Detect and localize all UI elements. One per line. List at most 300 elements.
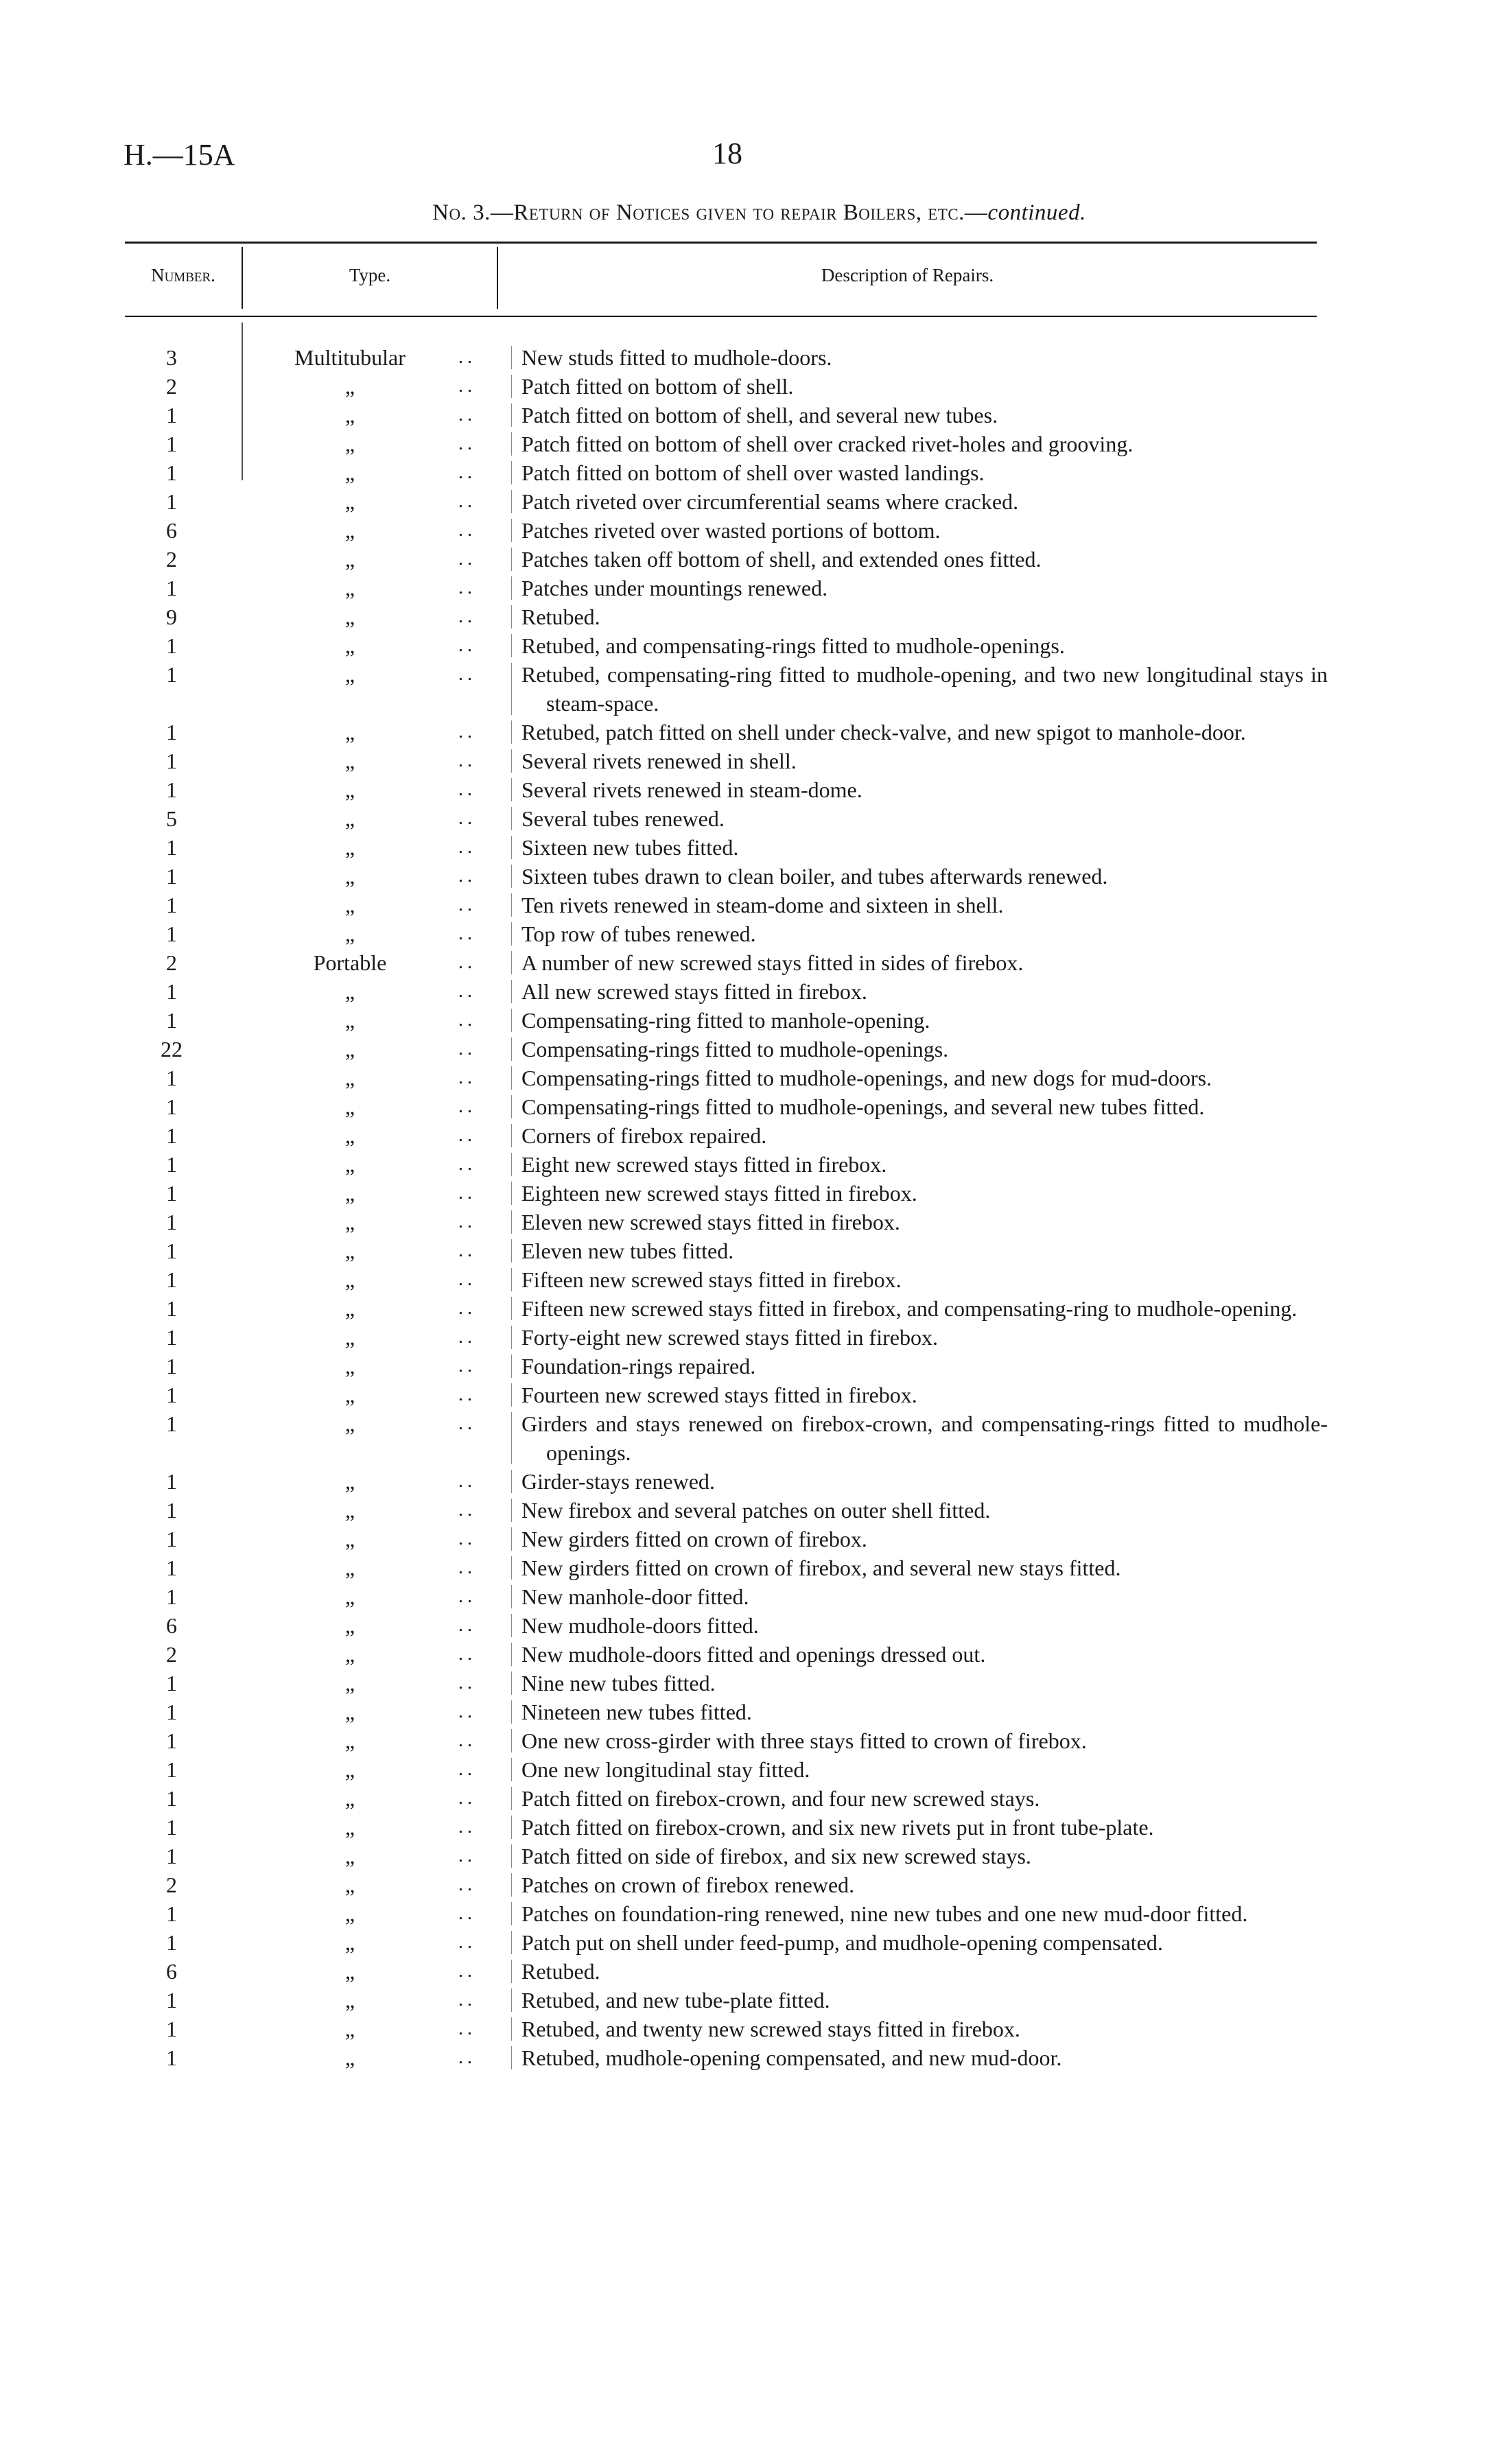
row-description-text: Fourteen new screwed stays fitted in firebox. bbox=[521, 1383, 917, 1407]
row-description-text: Foundation-rings repaired. bbox=[521, 1354, 756, 1378]
row-divider bbox=[511, 663, 512, 715]
row-leader: .. bbox=[458, 1643, 476, 1665]
row-type: „ bbox=[344, 547, 355, 572]
row-type: „ bbox=[344, 1066, 355, 1090]
row-leader: .. bbox=[458, 606, 476, 627]
row-description-text: Eleven new screwed stays fitted in firebox. bbox=[521, 1210, 900, 1234]
table-row bbox=[0, 1006, 1491, 1035]
row-description bbox=[521, 833, 1328, 862]
row-number: 1 bbox=[166, 1988, 177, 2013]
table-row bbox=[0, 891, 1491, 919]
row-description bbox=[521, 1755, 1328, 1784]
row-description-text: A number of new screwed stays fitted in sides of firebox. bbox=[521, 950, 1024, 975]
row-divider bbox=[511, 778, 512, 801]
row-leader: .. bbox=[458, 923, 476, 944]
row-description-text: Forty-eight new screwed stays fitted in firebox. bbox=[521, 1325, 938, 1350]
row-description-text: Patches under mountings renewed. bbox=[521, 576, 828, 600]
row-number: 1 bbox=[166, 432, 177, 456]
table-row bbox=[0, 2015, 1491, 2043]
row-divider bbox=[511, 1239, 512, 1263]
row-leader: .. bbox=[458, 1989, 476, 2010]
row-divider bbox=[511, 1960, 512, 1983]
table-row bbox=[0, 1640, 1491, 1669]
row-type: „ bbox=[344, 1700, 355, 1724]
row-description bbox=[521, 977, 1328, 1006]
row-leader: .. bbox=[458, 836, 476, 858]
row-description-text: New mudhole-doors fitted and openings dressed out. bbox=[521, 1642, 986, 1667]
row-type: „ bbox=[344, 1642, 355, 1667]
row-leader: .. bbox=[458, 491, 476, 512]
row-description-text: Nineteen new tubes fitted. bbox=[521, 1700, 752, 1724]
row-divider bbox=[511, 1643, 512, 1666]
row-leader: .. bbox=[458, 375, 476, 397]
table-row bbox=[0, 862, 1491, 891]
row-divider bbox=[511, 519, 512, 542]
row-number: 1 bbox=[166, 576, 177, 600]
row-number: 1 bbox=[166, 403, 177, 427]
table-row bbox=[0, 1496, 1491, 1525]
row-type: „ bbox=[344, 1786, 355, 1811]
row-divider bbox=[511, 749, 512, 773]
row-number: 1 bbox=[166, 1094, 177, 1119]
row-description-text: Patch fitted on bottom of shell over wasted landings. bbox=[521, 460, 985, 485]
row-description bbox=[521, 1611, 1328, 1640]
table-row bbox=[0, 545, 1491, 574]
repairs-table-body bbox=[0, 343, 1491, 2072]
row-leader: .. bbox=[458, 1787, 476, 1809]
column-header-number: Number. bbox=[151, 265, 215, 285]
row-description-text: Patch fitted on bottom of shell. bbox=[521, 374, 794, 399]
row-divider bbox=[511, 432, 512, 456]
row-divider bbox=[511, 1902, 512, 1925]
row-type: „ bbox=[344, 1383, 355, 1407]
row-leader: .. bbox=[458, 865, 476, 887]
row-description bbox=[521, 574, 1328, 602]
row-number: 1 bbox=[166, 922, 177, 946]
row-type: „ bbox=[344, 576, 355, 600]
row-divider bbox=[511, 1037, 512, 1061]
table-row bbox=[0, 631, 1491, 660]
row-description bbox=[521, 1553, 1328, 1582]
table-row bbox=[0, 1150, 1491, 1179]
row-description-text: Patch fitted on firebox-crown, and six new rivets put in front tube-plate. bbox=[521, 1815, 1154, 1840]
row-divider bbox=[511, 1499, 512, 1522]
table-row bbox=[0, 1323, 1491, 1352]
row-description bbox=[521, 1986, 1328, 2015]
table-row bbox=[0, 1784, 1491, 1813]
row-leader: .. bbox=[458, 1615, 476, 1636]
row-description-text: New mudhole-doors fitted. bbox=[521, 1613, 759, 1638]
column-header-description: Description of Repairs. bbox=[821, 265, 994, 285]
row-number: 1 bbox=[166, 720, 177, 744]
row-description bbox=[521, 919, 1328, 948]
row-description bbox=[521, 862, 1328, 891]
table-row bbox=[0, 1842, 1491, 1870]
row-description bbox=[521, 1294, 1328, 1323]
row-description bbox=[521, 1842, 1328, 1870]
header-rule bbox=[125, 316, 1317, 317]
table-row bbox=[0, 977, 1491, 1006]
row-number: 1 bbox=[166, 1901, 177, 1926]
row-leader: .. bbox=[458, 1384, 476, 1405]
row-divider bbox=[511, 634, 512, 657]
row-leader: .. bbox=[458, 1557, 476, 1578]
row-type: „ bbox=[344, 1296, 355, 1321]
row-description bbox=[521, 516, 1328, 545]
row-type: „ bbox=[344, 1152, 355, 1177]
row-description-text: New girders fitted on crown of firebox. bbox=[521, 1527, 867, 1551]
row-description bbox=[521, 1381, 1328, 1409]
row-number: 5 bbox=[166, 806, 177, 831]
row-number: 1 bbox=[166, 1844, 177, 1868]
row-divider bbox=[511, 346, 512, 369]
row-leader: .. bbox=[458, 1009, 476, 1031]
row-description bbox=[521, 1726, 1328, 1755]
row-leader: .. bbox=[458, 1038, 476, 1059]
row-type: „ bbox=[344, 1527, 355, 1551]
row-type: Multitubular bbox=[294, 345, 406, 370]
row-divider bbox=[511, 576, 512, 600]
row-type: „ bbox=[344, 1037, 355, 1061]
row-type: Portable bbox=[313, 950, 387, 975]
table-row bbox=[0, 1928, 1491, 1957]
table-row bbox=[0, 1467, 1491, 1496]
row-description-text: Retubed, patch fitted on shell under check-valve, and new spigot to manhole-door. bbox=[521, 720, 1246, 744]
row-number: 6 bbox=[166, 518, 177, 543]
row-leader: .. bbox=[458, 2047, 476, 2068]
row-description-text: New manhole-door fitted. bbox=[521, 1584, 749, 1609]
row-leader: .. bbox=[458, 1182, 476, 1204]
row-leader: .. bbox=[458, 1470, 476, 1492]
row-leader: .. bbox=[458, 462, 476, 483]
row-divider bbox=[511, 490, 512, 513]
row-number: 1 bbox=[166, 749, 177, 773]
row-divider bbox=[511, 1729, 512, 1752]
row-type: „ bbox=[344, 2045, 355, 2070]
row-number: 1 bbox=[166, 1815, 177, 1840]
row-leader: .. bbox=[458, 1413, 476, 1434]
row-number: 6 bbox=[166, 1613, 177, 1638]
top-rule bbox=[125, 242, 1317, 244]
row-number: 1 bbox=[166, 1383, 177, 1407]
row-type: „ bbox=[344, 1239, 355, 1263]
row-description-text: Patches on foundation-ring renewed, nine new tubes and one new mud-door fitted. bbox=[521, 1901, 1248, 1926]
row-divider bbox=[511, 1816, 512, 1839]
row-number: 1 bbox=[166, 460, 177, 485]
row-number: 1 bbox=[166, 1556, 177, 1580]
row-divider bbox=[511, 1585, 512, 1608]
row-divider bbox=[511, 1758, 512, 1781]
row-number: 3 bbox=[166, 345, 177, 370]
row-leader: .. bbox=[458, 779, 476, 800]
row-description bbox=[521, 1035, 1328, 1064]
row-leader: .. bbox=[458, 1153, 476, 1175]
row-leader: .. bbox=[458, 1211, 476, 1232]
row-description bbox=[521, 775, 1328, 804]
row-description-text: Compensating-ring fitted to manhole-opening. bbox=[521, 1008, 930, 1033]
row-type: „ bbox=[344, 1728, 355, 1753]
row-leader: .. bbox=[458, 1067, 476, 1088]
row-description bbox=[521, 1582, 1328, 1611]
row-type: „ bbox=[344, 835, 355, 860]
table-title bbox=[0, 200, 1491, 226]
row-description bbox=[521, 1409, 1328, 1467]
row-type: „ bbox=[344, 1008, 355, 1033]
row-description-text: Compensating-rings fitted to mudhole-openings, and new dogs for mud-doors. bbox=[521, 1066, 1212, 1090]
row-description bbox=[521, 1870, 1328, 1899]
row-number: 2 bbox=[166, 547, 177, 572]
row-description bbox=[521, 1899, 1328, 1928]
table-row bbox=[0, 1611, 1491, 1640]
row-description bbox=[521, 1813, 1328, 1842]
row-number: 1 bbox=[166, 1181, 177, 1206]
row-number: 2 bbox=[166, 1873, 177, 1897]
row-description bbox=[521, 1928, 1328, 1957]
row-leader: .. bbox=[458, 1845, 476, 1866]
row-divider bbox=[511, 1527, 512, 1551]
row-number: 1 bbox=[166, 893, 177, 917]
table-row bbox=[0, 430, 1491, 458]
row-description bbox=[521, 1669, 1328, 1698]
table-row bbox=[0, 1755, 1491, 1784]
row-leader: .. bbox=[458, 1759, 476, 1780]
table-row bbox=[0, 1582, 1491, 1611]
row-number: 1 bbox=[166, 1498, 177, 1523]
row-type: „ bbox=[344, 403, 355, 427]
row-description-text: Retubed, and twenty new screwed stays fitted in firebox. bbox=[521, 2017, 1020, 2041]
row-description bbox=[521, 891, 1328, 919]
table-title-continued: continued. bbox=[987, 200, 1086, 225]
row-description-text: Retubed. bbox=[521, 1959, 600, 1984]
row-number: 1 bbox=[166, 1296, 177, 1321]
table-row bbox=[0, 1236, 1491, 1265]
row-type: „ bbox=[344, 460, 355, 485]
row-description-text: One new longitudinal stay fitted. bbox=[521, 1757, 810, 1782]
table-row bbox=[0, 948, 1491, 977]
row-description-text: New girders fitted on crown of firebox, and several new stays fitted. bbox=[521, 1556, 1121, 1580]
row-divider bbox=[511, 922, 512, 946]
row-description bbox=[521, 1179, 1328, 1208]
row-divider bbox=[511, 1988, 512, 2012]
row-type: „ bbox=[344, 1815, 355, 1840]
row-type: „ bbox=[344, 749, 355, 773]
row-divider bbox=[511, 1700, 512, 1724]
row-description bbox=[521, 1525, 1328, 1553]
row-description bbox=[521, 1352, 1328, 1381]
row-description bbox=[521, 747, 1328, 775]
row-number: 1 bbox=[166, 835, 177, 860]
row-type: „ bbox=[344, 1411, 355, 1436]
row-leader: .. bbox=[458, 1298, 476, 1319]
row-divider bbox=[511, 1268, 512, 1291]
row-leader: .. bbox=[458, 1355, 476, 1376]
row-description-text: Retubed, and compensating-rings fitted to mudhole-openings. bbox=[521, 633, 1065, 658]
row-description bbox=[521, 1784, 1328, 1813]
row-type: „ bbox=[344, 922, 355, 946]
row-number: 1 bbox=[166, 1527, 177, 1551]
table-row bbox=[0, 1525, 1491, 1553]
row-type: „ bbox=[344, 777, 355, 802]
row-description bbox=[521, 1064, 1328, 1092]
row-description-text: Retubed, mudhole-opening compensated, and new mud-door. bbox=[521, 2045, 1062, 2070]
row-leader: .. bbox=[458, 1326, 476, 1348]
row-description-text: Several rivets renewed in steam-dome. bbox=[521, 777, 862, 802]
row-number: 1 bbox=[166, 1152, 177, 1177]
row-type: „ bbox=[344, 605, 355, 629]
row-divider bbox=[511, 1009, 512, 1032]
row-description bbox=[521, 430, 1328, 458]
row-type: „ bbox=[344, 1844, 355, 1868]
table-row bbox=[0, 343, 1491, 372]
table-row bbox=[0, 1064, 1491, 1092]
row-type: „ bbox=[344, 1469, 355, 1494]
row-divider bbox=[511, 2046, 512, 2069]
row-description bbox=[521, 2043, 1328, 2072]
table-row bbox=[0, 1381, 1491, 1409]
row-type: „ bbox=[344, 1757, 355, 1782]
row-divider bbox=[511, 1412, 512, 1464]
page-number: 18 bbox=[712, 137, 742, 170]
row-type: „ bbox=[344, 662, 355, 687]
row-description bbox=[521, 1323, 1328, 1352]
row-description-text: Compensating-rings fitted to mudhole-openings, and several new tubes fitted. bbox=[521, 1094, 1205, 1119]
row-description-text: Patch fitted on bottom of shell over cracked rivet-holes and grooving. bbox=[521, 432, 1134, 456]
row-leader: .. bbox=[458, 1240, 476, 1261]
row-description bbox=[521, 401, 1328, 430]
row-description bbox=[521, 1467, 1328, 1496]
row-description-text: Patch put on shell under feed-pump, and mudhole-opening compensated. bbox=[521, 1930, 1163, 1955]
row-number: 1 bbox=[166, 662, 177, 687]
row-description-text: Patch fitted on side of firebox, and six new screwed stays. bbox=[521, 1844, 1031, 1868]
row-type: „ bbox=[344, 633, 355, 658]
row-description bbox=[521, 948, 1328, 977]
row-type: „ bbox=[344, 2017, 355, 2041]
row-leader: .. bbox=[458, 952, 476, 973]
row-number: 1 bbox=[166, 1210, 177, 1234]
row-description-text: Eleven new tubes fitted. bbox=[521, 1239, 734, 1263]
table-row bbox=[0, 1726, 1491, 1755]
row-type: „ bbox=[344, 1094, 355, 1119]
table-row bbox=[0, 919, 1491, 948]
table-title-main: No. 3.—Return of Notices given to repair Boilers, etc.— bbox=[432, 200, 988, 225]
row-number: 1 bbox=[166, 1469, 177, 1494]
row-leader: .. bbox=[458, 433, 476, 454]
row-description bbox=[521, 660, 1328, 718]
row-leader: .. bbox=[458, 750, 476, 771]
row-divider bbox=[511, 1066, 512, 1090]
row-description bbox=[521, 1236, 1328, 1265]
row-description-text: Retubed, compensating-ring fitted to mudhole-opening, and two new longitudinal stays in steam-space. bbox=[521, 662, 1328, 716]
row-description bbox=[521, 1265, 1328, 1294]
table-row bbox=[0, 516, 1491, 545]
row-description-text: Retubed. bbox=[521, 605, 600, 629]
row-number: 6 bbox=[166, 1959, 177, 1984]
row-description-text: Patches taken off bottom of shell, and extended ones fitted. bbox=[521, 547, 1042, 572]
row-description-text: Top row of tubes renewed. bbox=[521, 922, 756, 946]
row-divider bbox=[511, 1931, 512, 1954]
row-leader: .. bbox=[458, 548, 476, 570]
row-leader: .. bbox=[458, 1730, 476, 1751]
row-description-text: Fifteen new screwed stays fitted in firebox, and compensating-ring to mudhole-opening. bbox=[521, 1296, 1298, 1321]
row-description bbox=[521, 487, 1328, 516]
row-type: „ bbox=[344, 1873, 355, 1897]
row-leader: .. bbox=[458, 635, 476, 656]
row-description bbox=[521, 602, 1328, 631]
row-type: „ bbox=[344, 864, 355, 889]
table-row bbox=[0, 1986, 1491, 2015]
row-description-text: Corners of firebox repaired. bbox=[521, 1123, 767, 1148]
table-row bbox=[0, 1121, 1491, 1150]
row-description-text: Sixteen tubes drawn to clean boiler, and tubes afterwards renewed. bbox=[521, 864, 1108, 889]
row-number: 1 bbox=[166, 489, 177, 514]
row-divider bbox=[511, 980, 512, 1003]
row-description-text: Patches on crown of firebox renewed. bbox=[521, 1873, 855, 1897]
row-divider bbox=[511, 1182, 512, 1205]
row-number: 1 bbox=[166, 1584, 177, 1609]
row-type: „ bbox=[344, 518, 355, 543]
row-description-text: Several rivets renewed in shell. bbox=[521, 749, 797, 773]
row-type: „ bbox=[344, 374, 355, 399]
row-description-text: Patch fitted on firebox-crown, and four new screwed stays. bbox=[521, 1786, 1040, 1811]
row-number: 1 bbox=[166, 1757, 177, 1782]
row-number: 1 bbox=[166, 1700, 177, 1724]
row-number: 1 bbox=[166, 1239, 177, 1263]
row-divider bbox=[511, 605, 512, 629]
document-code: H.—15A bbox=[124, 138, 235, 172]
row-type: „ bbox=[344, 1613, 355, 1638]
row-number: 1 bbox=[166, 1123, 177, 1148]
row-type: „ bbox=[344, 432, 355, 456]
row-type: „ bbox=[344, 1930, 355, 1955]
row-type: „ bbox=[344, 1498, 355, 1523]
row-divider bbox=[511, 403, 512, 427]
table-row bbox=[0, 1265, 1491, 1294]
row-divider bbox=[511, 1383, 512, 1407]
row-leader: .. bbox=[458, 1096, 476, 1117]
row-leader: .. bbox=[458, 1269, 476, 1290]
row-divider bbox=[511, 1787, 512, 1810]
row-leader: .. bbox=[458, 404, 476, 425]
row-description bbox=[521, 1698, 1328, 1726]
row-description-text: One new cross-girder with three stays fitted to crown of firebox. bbox=[521, 1728, 1087, 1753]
row-description-text: Compensating-rings fitted to mudhole-openings. bbox=[521, 1037, 949, 1061]
row-leader: .. bbox=[458, 1125, 476, 1146]
table-row bbox=[0, 1294, 1491, 1323]
row-leader: .. bbox=[458, 1499, 476, 1521]
row-number: 1 bbox=[166, 1786, 177, 1811]
row-description-text: Eighteen new screwed stays fitted in firebox. bbox=[521, 1181, 917, 1206]
row-type: „ bbox=[344, 1959, 355, 1984]
row-description bbox=[521, 2015, 1328, 2043]
row-description-text: Several tubes renewed. bbox=[521, 806, 725, 831]
row-divider bbox=[511, 836, 512, 859]
table-row bbox=[0, 1409, 1491, 1467]
row-type: „ bbox=[344, 1267, 355, 1292]
row-type: „ bbox=[344, 1354, 355, 1378]
row-divider bbox=[511, 1095, 512, 1118]
row-number: 1 bbox=[166, 777, 177, 802]
row-description-text: Girders and stays renewed on firebox-crown, and compensating-rings fitted to mudhole-openings. bbox=[521, 1411, 1328, 1465]
row-number: 1 bbox=[166, 2017, 177, 2041]
row-type: „ bbox=[344, 1584, 355, 1609]
row-description bbox=[521, 1208, 1328, 1236]
row-divider bbox=[511, 548, 512, 571]
row-divider bbox=[511, 375, 512, 398]
row-number: 9 bbox=[166, 605, 177, 629]
row-leader: .. bbox=[458, 2018, 476, 2039]
table-row bbox=[0, 660, 1491, 718]
row-divider bbox=[511, 1844, 512, 1868]
